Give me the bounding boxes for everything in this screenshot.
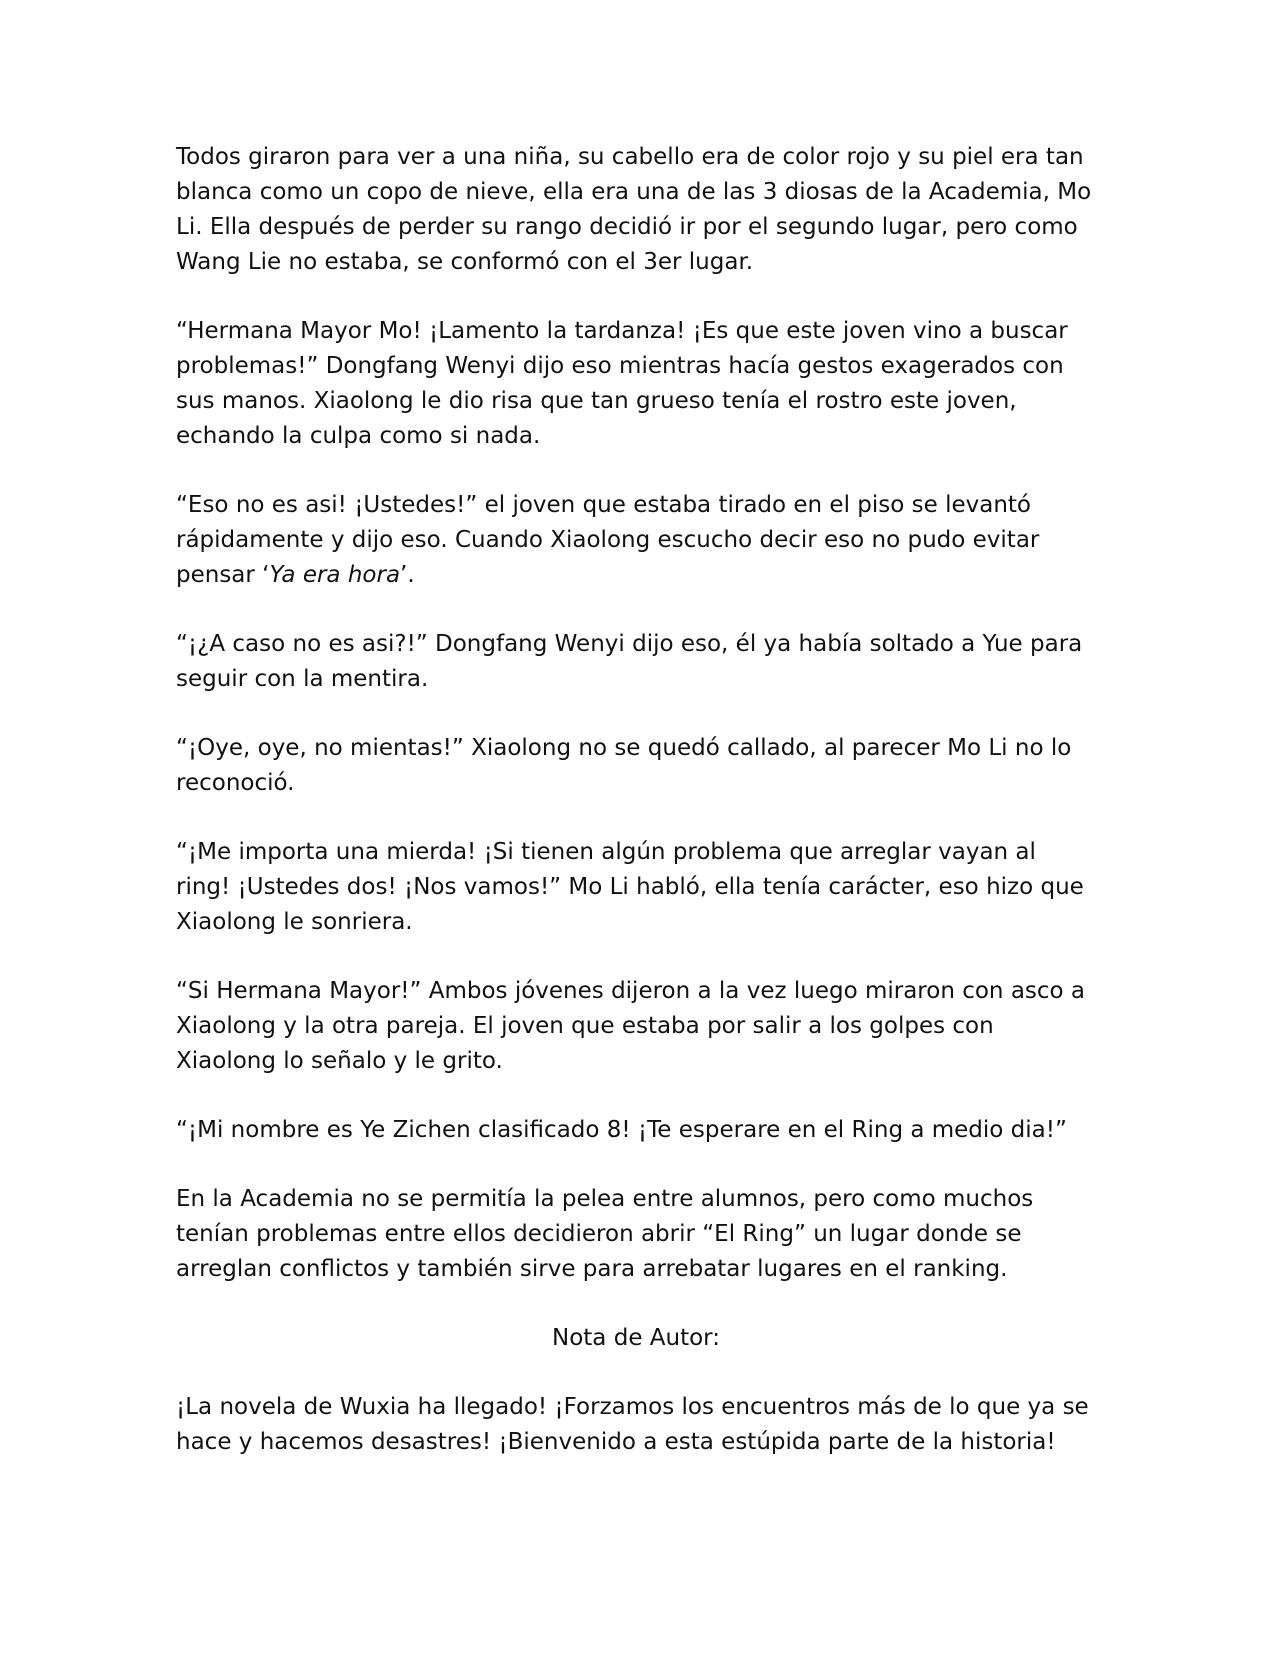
paragraph-4: “¡¿A caso no es asi?!” Dongfang Wenyi dijo eso, él ya había soltado a Yue para seguir con la mentira.: [176, 631, 1083, 692]
author-note-text: ¡La novela de Wuxia ha llegado! ¡Forzamos los encuentros más de lo que ya se hace y hacemos desastres! ¡Bienvenido a esta estúpida parte de la historia!: [176, 1394, 1089, 1455]
paragraph-9: En la Academia no se permitía la pelea entre alumnos, pero como muchos tenían problemas entre ellos decidieron abrir “El Ring” un lugar donde se arreglan conflictos y también sirve para arrebatar lugares en el ranking.: [176, 1186, 1034, 1282]
paragraph-5: “¡Oye, oye, no mientas!” Xiaolong no se quedó callado, al parecer Mo Li no lo reconoció.: [176, 735, 1072, 796]
paragraph-3-text-end: ’.: [400, 562, 415, 588]
author-note-heading: Nota de Autor:: [552, 1325, 720, 1351]
paragraph-1: Todos giraron para ver a una niña, su cabello era de color rojo y su piel era tan blanca como un copo de nieve, ella era una de las 3 diosas de la Academia, Mo Li. Ella después de perder su rango decidió ir por el segundo lugar, pero como Wang Lie no estaba, se conformó con el 3er lugar.: [176, 144, 1092, 275]
paragraph-3-text-start: “Eso no es asi! ¡Ustedes!” el joven que estaba tirado en el piso se levantó rápidamente y dijo eso. Cuando Xiaolong escucho decir eso no pudo evitar pensar ‘: [176, 492, 1040, 588]
document-page: [176, 140, 1096, 1494]
paragraph-2: “Hermana Mayor Mo! ¡Lamento la tardanza! ¡Es que este joven vino a buscar problemas!” Dongfang Wenyi dijo eso mientras hacía gestos exagerados con sus manos. Xiaolong le dio risa que tan grueso tenía el rostro este joven, echando la culpa como si nada.: [176, 318, 1068, 449]
paragraph-6: “¡Me importa una mierda! ¡Si tienen algún problema que arreglar vayan al ring! ¡Ustedes dos! ¡Nos vamos!” Mo Li habló, ella tenía carácter, eso hizo que Xiaolong le sonriera.: [176, 839, 1084, 935]
paragraph-7: “Si Hermana Mayor!” Ambos jóvenes dijeron a la vez luego miraron con asco a Xiaolong y la otra pareja. El joven que estaba por salir a los golpes con Xiaolong lo señalo y le grito.: [176, 978, 1086, 1074]
paragraph-3-italic-thought: Ya era hora: [269, 562, 401, 588]
paragraph-8: “¡Mi nombre es Ye Zichen clasificado 8! ¡Te esperare en el Ring a medio dia!”: [176, 1117, 1067, 1143]
paragraph-3: [176, 488, 1096, 593]
